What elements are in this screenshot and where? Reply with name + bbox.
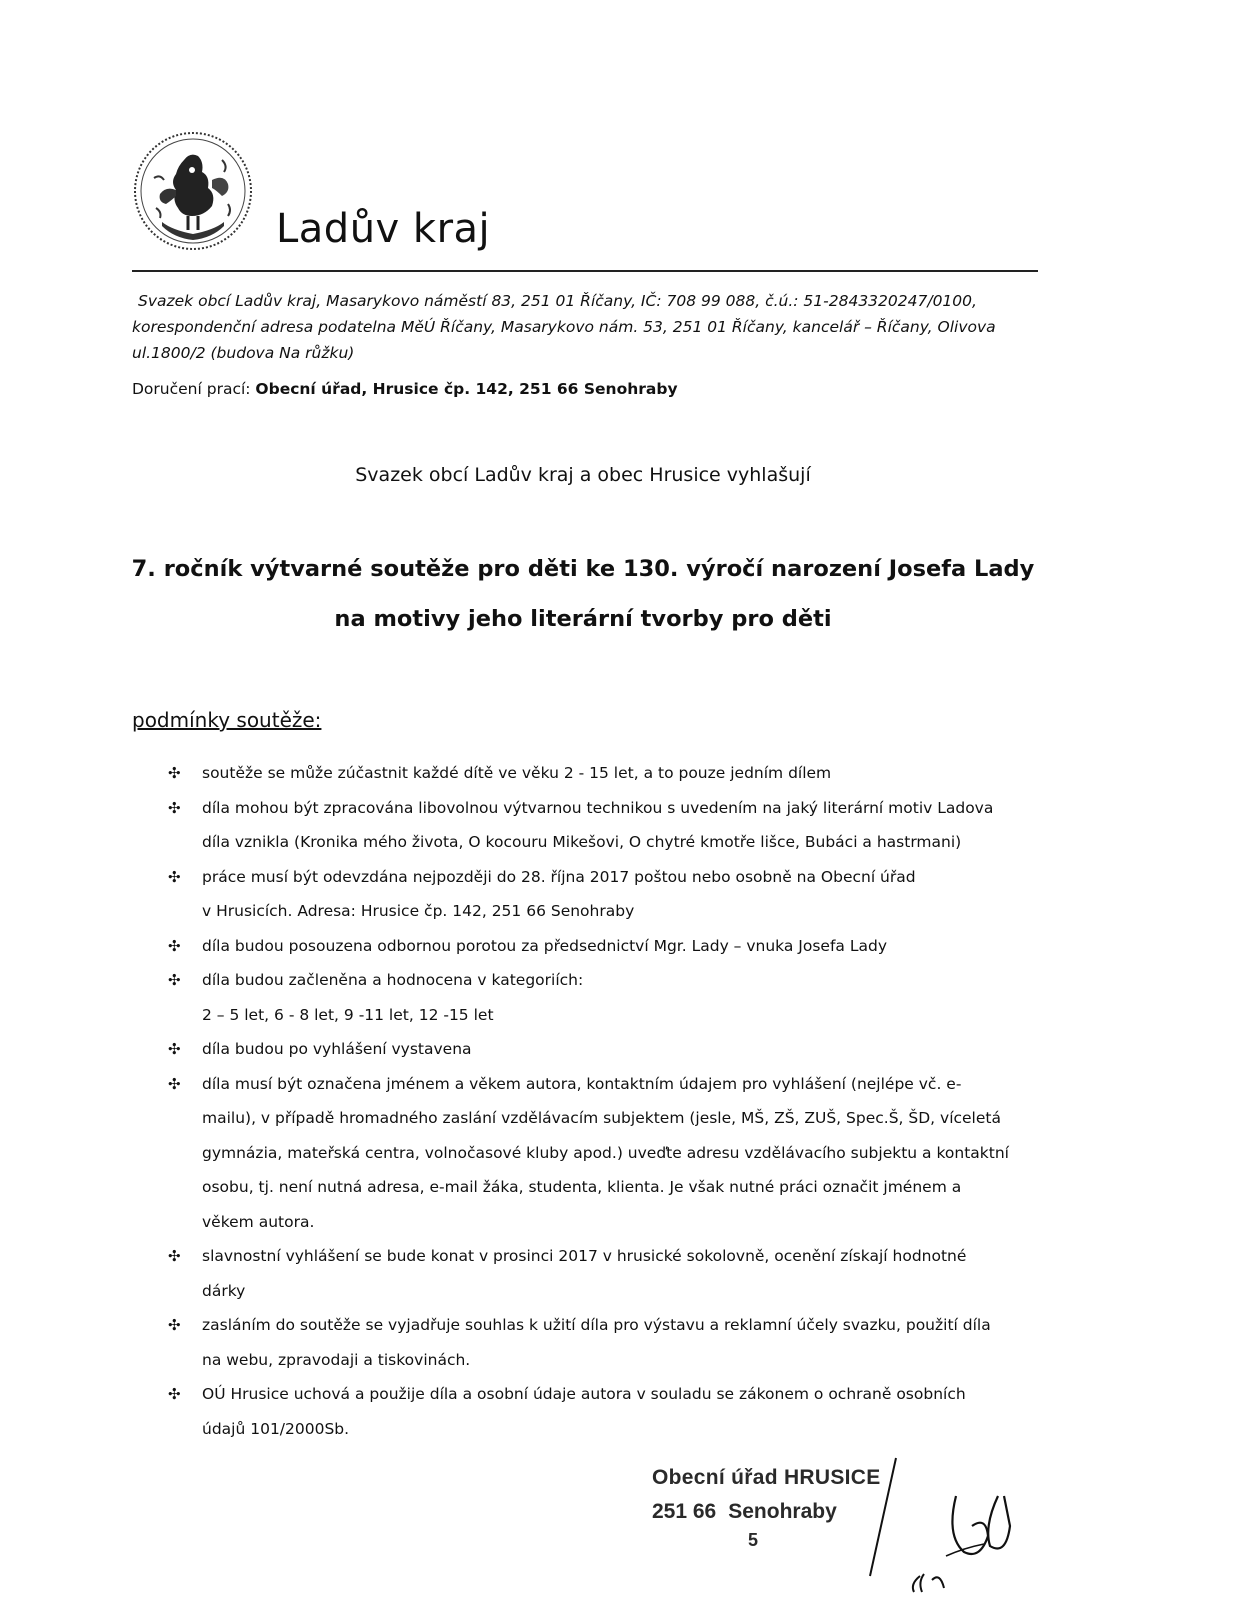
bullet-icon: ✣	[168, 867, 181, 886]
condition-line: díla budou začleněna a hodnocena v kategoriích:	[202, 971, 584, 989]
brand-title: Ladův kraj	[276, 206, 491, 252]
organization-info	[132, 288, 1037, 366]
bullet-icon: ✣	[168, 1316, 181, 1334]
stamp-zip: 251 66	[652, 1500, 717, 1523]
competition-title: 7. ročník výtvarné soutěže pro děti ke 130. výročí narození Josefa Lady	[131, 556, 1035, 582]
delivery-label: Doručení prací:	[132, 380, 256, 398]
condition-line: díla budou po vyhlášení vystavena	[202, 1040, 472, 1058]
delivery-address	[132, 380, 678, 398]
condition-item	[168, 963, 1038, 1032]
condition-item	[168, 756, 1038, 791]
bullet-icon: ✣	[168, 764, 181, 782]
bullet-icon: ✣	[168, 971, 181, 989]
header-divider	[132, 270, 1038, 272]
condition-line: práce musí být odevzdána nejpozději do 28. října 2017 poštou nebo osobně na Obecní úřad	[202, 867, 916, 886]
bullet-icon: ✣	[168, 1074, 181, 1093]
condition-line: zasláním do soutěže se vyjadřuje souhlas k užití díla pro výstavu a reklamní účely svazku, použití díla	[202, 1316, 991, 1334]
condition-line: na webu, zpravodaji a tiskovinách.	[202, 1350, 471, 1369]
condition-item	[168, 1308, 1038, 1377]
condition-line: díla vznikla (Kronika mého života, O kocouru Mikešovi, O chytré kmotře lišce, Bubáci a hastrmani)	[202, 833, 962, 851]
condition-line: údajů 101/2000Sb.	[202, 1419, 350, 1438]
stamp-number: 5	[748, 1530, 759, 1550]
condition-item	[168, 1239, 1038, 1308]
condition-line: 2 – 5 let, 6 - 8 let, 9 -11 let, 12 -15 let	[202, 1005, 494, 1024]
condition-item	[168, 1067, 1038, 1240]
info-line-3: ul.1800/2 (budova Na růžku)	[132, 344, 355, 362]
condition-item	[168, 1377, 1038, 1446]
info-line-1: Svazek obcí Ladův kraj, Masarykovo náměstí 83, 251 01 Říčany, IČ: 708 99 088, č.ú.: 51-2843320247/0100,	[138, 292, 977, 310]
announcement: Svazek obcí Ladův kraj a obec Hrusice vyhlašují	[355, 464, 811, 486]
bullet-icon: ✣	[168, 1247, 181, 1265]
condition-line: díla budou posouzena odbornou porotou za předsednictví Mgr. Lady – vnuka Josefa Lady	[202, 936, 887, 955]
condition-line: věkem autora.	[202, 1212, 315, 1231]
condition-line: v Hrusicích. Adresa: Hrusice čp. 142, 251 66 Senohraby	[202, 902, 635, 920]
condition-line: dárky	[202, 1281, 246, 1300]
conditions-heading: podmínky soutěže:	[132, 708, 322, 732]
bullet-icon: ✣	[168, 798, 181, 817]
condition-line: slavnostní vyhlášení se bude konat v prosinci 2017 v hrusické sokolovně, ocenění získají hodnotné	[202, 1247, 967, 1265]
condition-line: soutěže se může zúčastnit každé dítě ve věku 2 - 15 let, a to pouze jedním dílem	[202, 764, 832, 782]
condition-line: gymnázia, mateřská centra, volnočasové kluby apod.) uveďte adresu vzdělávacího subjektu a kontaktní	[202, 1143, 1009, 1162]
condition-line: OÚ Hrusice uchová a použije díla a osobní údaje autora v souladu se zákonem o ochraně osobních	[202, 1385, 966, 1403]
competition-subtitle: na motivy jeho literární tvorby pro děti	[334, 606, 832, 632]
conditions-list	[168, 756, 1038, 1446]
condition-line: díla mohou být zpracována libovolnou výtvarnou technikou s uvedením na jaký literární motiv Ladova	[202, 798, 994, 817]
handwritten-signature-icon	[860, 1456, 1030, 1596]
condition-line: mailu), v případě hromadného zaslání vzdělávacím subjektem (jesle, MŠ, ZŠ, ZUŠ, Spec.Š, ŠD, víceletá	[202, 1109, 1001, 1127]
condition-item	[168, 791, 1038, 860]
bullet-icon: ✣	[168, 1040, 181, 1058]
bullet-icon: ✣	[168, 936, 181, 955]
condition-item	[168, 929, 1038, 964]
stamp-address	[652, 1500, 837, 1524]
condition-item	[168, 860, 1038, 929]
info-line-2: korespondenční adresa podatelna MěÚ Říčany, Masarykovo nám. 53, 251 01 Říčany, kancelář – Říčany, Olivova	[132, 318, 996, 336]
condition-item	[168, 1032, 1038, 1067]
delivery-value: Obecní úřad, Hrusice čp. 142, 251 66 Senohraby	[255, 380, 678, 398]
stamp-office: Obecní úřad HRUSICE	[652, 1466, 881, 1489]
stamp-town: Senohraby	[728, 1500, 837, 1523]
condition-line: díla musí být označena jménem a věkem autora, kontaktním údajem pro vyhlášení (nejlépe vč. e-	[202, 1074, 962, 1093]
bullet-icon: ✣	[168, 1385, 181, 1403]
crest-seal-icon	[132, 130, 254, 252]
condition-line: osobu, tj. není nutná adresa, e-mail žáka, studenta, klienta. Je však nutné práci označit jménem a	[202, 1178, 962, 1196]
